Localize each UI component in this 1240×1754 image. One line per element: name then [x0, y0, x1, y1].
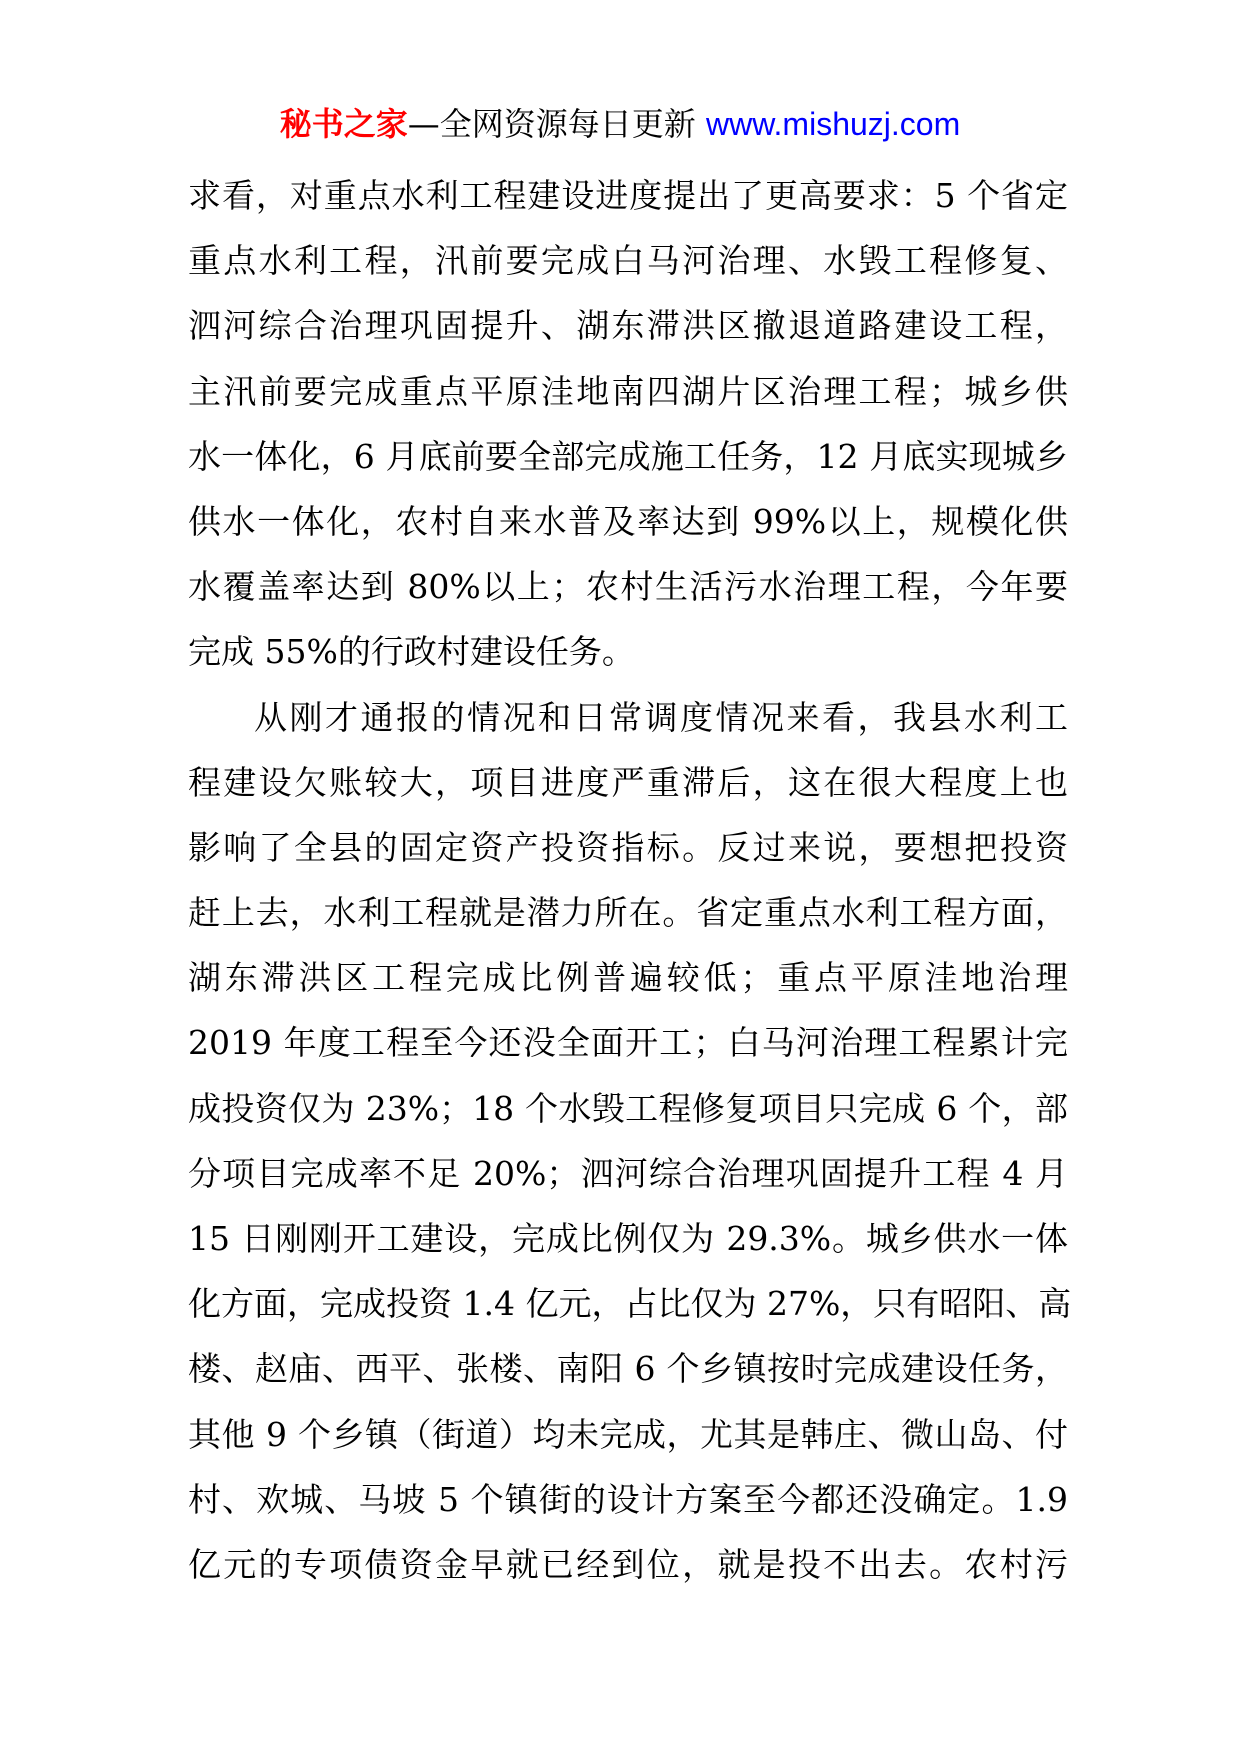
text-line: 亿元的专项债资金早就已经到位，就是投不出去。农村污: [188, 1544, 1068, 1584]
text-line: 其他 9 个乡镇（街道）均未完成，尤其是韩庄、微山岛、付: [188, 1414, 1068, 1454]
text-line: 主汛前要完成重点平原洼地南四湖片区治理工程；城乡供: [188, 371, 1068, 411]
site-url-link[interactable]: www.mishuzj.com: [705, 106, 961, 142]
page-header: [0, 102, 1240, 146]
text-line: 水一体化，6 月底前要全部完成施工任务，12 月底实现城乡: [188, 436, 1068, 476]
text-line: 影响了全县的固定资产投资指标。反过来说，要想把投资: [188, 827, 1068, 867]
paragraph-1: [188, 163, 1068, 685]
brand-name: 秘书之家: [279, 105, 408, 143]
text-line: 从刚才通报的情况和日常调度情况来看，我县水利工: [254, 697, 1068, 737]
text-line: 2019 年度工程至今还没全面开工；白马河治理工程累计完: [188, 1023, 1068, 1063]
text-line: 成投资仅为 23%；18 个水毁工程修复项目只完成 6 个，部: [188, 1088, 1068, 1128]
text-line: 重点水利工程，汛前要完成白马河治理、水毁工程修复、: [188, 241, 1068, 281]
text-line: 求看，对重点水利工程建设进度提出了更高要求：5 个省定: [188, 176, 1068, 215]
text-line: 楼、赵庙、西平、张楼、南阳 6 个乡镇按时完成建设任务，: [188, 1349, 1068, 1389]
header-slogan: —全网资源每日更新: [407, 105, 696, 143]
paragraph-2: [188, 685, 1072, 1598]
text-line: 赶上去，水利工程就是潜力所在。省定重点水利工程方面，: [188, 893, 1068, 933]
text-line: 15 日刚刚开工建设，完成比例仅为 29.3%。城乡供水一体: [188, 1219, 1068, 1258]
text-line: 水覆盖率达到 80%以上；农村生活污水治理工程，今年要: [188, 567, 1068, 607]
text-line: 分项目完成率不足 20%；泗河综合治理巩固提升工程 4 月: [188, 1153, 1068, 1193]
text-line: 化方面，完成投资 1.4 亿元，占比仅为 27%，只有昭阳、高: [188, 1284, 1072, 1324]
text-line: 供水一体化，农村自来水普及率达到 99%以上，规模化供: [188, 501, 1068, 541]
text-line: 泗河综合治理巩固提升、湖东滞洪区撤退道路建设工程，: [188, 306, 1068, 346]
text-line: 完成 55%的行政村建设任务。: [188, 632, 635, 672]
text-line: 程建设欠账较大，项目进度严重滞后，这在很大程度上也: [188, 762, 1068, 802]
document-body: [188, 163, 1072, 1597]
text-line: 湖东滞洪区工程完成比例普遍较低；重点平原洼地治理: [188, 958, 1068, 998]
text-line: 村、欢城、马坡 5 个镇街的设计方案至今都还没确定。1.9: [188, 1479, 1068, 1519]
